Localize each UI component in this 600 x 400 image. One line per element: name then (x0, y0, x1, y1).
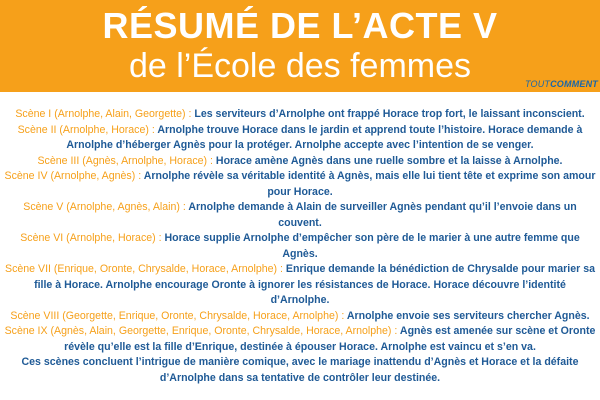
scene-paragraph (4, 200, 596, 231)
page-title: RÉSUMÉ DE L’ACTE V (102, 5, 498, 46)
scene-label: Scène VIII (Georgette, Enrique, Oronte, Chrysalde, Horace, Arnolphe) : (10, 309, 345, 322)
scene-label: Scène II (Arnolphe, Horace) : (17, 123, 155, 136)
summary-content (4, 107, 596, 386)
scene-paragraph (4, 262, 596, 309)
conclusion-paragraph: Ces scènes concluent l’intrigue de manière comique, avec le mariage inattendu d’Agnès et Horace et la défaite d’Arnolphe dans sa tentative de contrôler leur destinée. (21, 356, 579, 384)
logo-comment-text: COMMENT (550, 79, 598, 89)
scene-text: Horace supplie Arnolphe d’empêcher son père de le marier à une autre femme que Agnès. (164, 232, 580, 260)
title-banner (0, 0, 600, 92)
scene-text: Agnès est amenée sur scène et Oronte révèle qu’elle est la fille d’Enrique, destinée à épouser Horace. Arnolphe est vaincu et s’en va. (64, 325, 596, 353)
scene-text: Horace amène Agnès dans une ruelle sombre et la laisse à Arnolphe. (215, 154, 563, 167)
scene-label: Scène III (Agnès, Arnolphe, Horace) : (37, 154, 213, 167)
scene-text: Arnolphe demande à Alain de surveiller Agnès pendant qu’il l’envoie dans un couvent. (188, 201, 577, 229)
scene-text: Enrique demande la bénédiction de Chrysalde pour marier sa fille à Horace. Arnolphe encourage Oronte à ignorer les résistances de Horace. Horace découvre l’identité d’Arnolphe. (34, 263, 595, 306)
scene-label: Scène I (Arnolphe, Alain, Georgette) : (15, 108, 192, 120)
scene-paragraph (4, 169, 596, 200)
scene-paragraph (4, 231, 596, 262)
scene-paragraph (4, 107, 596, 123)
scene-paragraph (4, 154, 596, 170)
scene-text: Arnolphe envoie ses serviteurs chercher Agnès. (346, 309, 590, 322)
scene-label: Scène VI (Arnolphe, Horace) : (20, 232, 162, 244)
scene-label: Scène VII (Enrique, Oronte, Chrysalde, Horace, Arnolphe) : (5, 263, 283, 275)
scene-paragraph (4, 309, 596, 325)
scene-text: Arnolphe trouve Horace dans le jardin et apprend toute l’histoire. Horace demande à Arnolphe d’héberger Agnès pour la protéger. Arnolphe accepte avec l’intention de se venger. (66, 123, 583, 151)
scene-text: Les serviteurs d’Arnolphe ont frappé Horace trop fort, le laissant inconscient. (194, 108, 585, 120)
scene-label: Scène IV (Arnolphe, Agnès) : (4, 170, 142, 182)
page-subtitle: de l’École des femmes (128, 47, 472, 85)
scene-text: Arnolphe révèle sa véritable identité à Agnès, mais elle lui tient tête et exprime son amour pour Horace. (143, 170, 596, 198)
scene-paragraph (4, 123, 596, 154)
toutcomment-logo (525, 79, 598, 90)
scene-paragraph (4, 324, 596, 355)
logo-tout-text: TOUT (524, 79, 551, 89)
scene-label: Scène IX (Agnès, Alain, Georgette, Enrique, Oronte, Chrysalde, Horace, Arnolphe) : (4, 325, 398, 337)
scene-label: Scène V (Arnolphe, Agnès, Alain) : (23, 201, 186, 213)
